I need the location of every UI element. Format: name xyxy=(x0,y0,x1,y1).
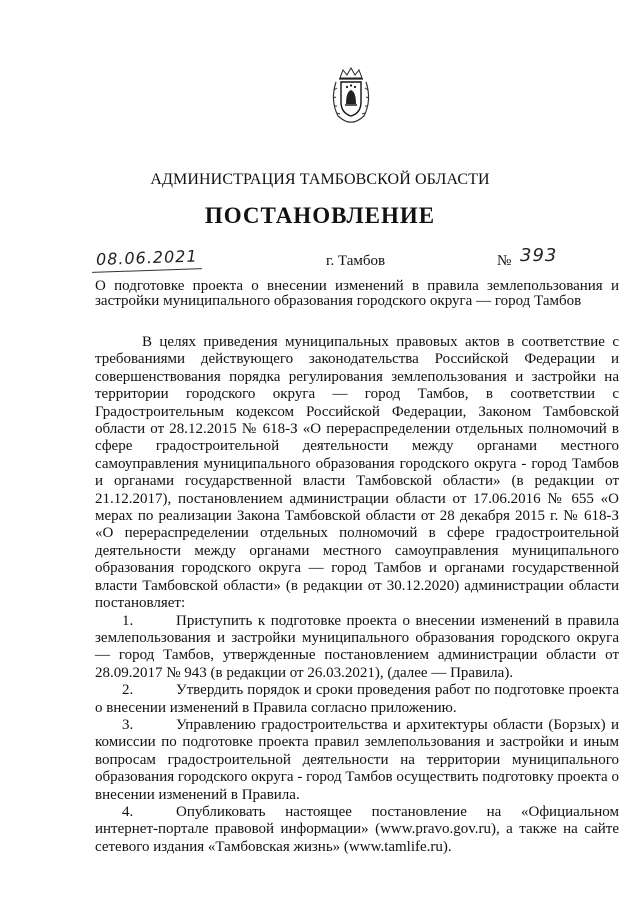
document-city: г. Тамбов xyxy=(326,253,386,269)
item-number: 1. xyxy=(122,612,134,629)
item-text: Управлению градостроительства и архитектуры области (Борзых) и комиссии по подготовке проекта правил землепользования и застройки и иным вопросам градостроительной деятельности на территории муниципального образования городского округа - город Тамбов осуществить подготовку проекта о внесении изменений в Правила. xyxy=(95,716,619,803)
item-text: Утвердить порядок и сроки проведения работ по подготовке проекта о внесении изменений в Правила согласно приложению. xyxy=(95,682,619,716)
date-underline xyxy=(92,268,202,273)
document-number: 393 xyxy=(520,245,558,266)
document-date: 08.06.2021 xyxy=(95,246,198,269)
list-item xyxy=(95,613,619,683)
list-item xyxy=(95,682,619,717)
preamble-paragraph: В целях приведения муниципальных правовых актов в соответствие с требованиями действующего законодательства Российской Федерации и совершенствования порядка регулирования землепользования и застройки на территории городского округа — город Тамбов, в соответствии с Градостроительным кодексом Российской Федерации, Законом Тамбовской области от 28.12.2015 № 618-З «О перераспределении отдельных полномочий в сфере градостроительной деятельности между органами местного самоуправления муниципального образования городского округа - город Тамбов и органами государственной власти Тамбовской области» (в редакции от 21.12.2017), постановлением администрации области от 17.06.2016 № 655 «О мерах по реализации Закона Тамбовской области от 28 декабря 2015 г. № 618-З «О перераспределении отдельных полномочий в сфере градостроительной деятельности между органами местного самоуправления муниципального образования городского округа — город Тамбов и органами государственной власти Тамбовской области» (в редакции от 30.12.2020) администрации области постановляет: xyxy=(95,334,619,612)
organization-name: АДМИНИСТРАЦИЯ ТАМБОВСКОЙ ОБЛАСТИ xyxy=(150,171,490,188)
tambov-coat-of-arms-icon xyxy=(328,66,374,124)
item-number: 2. xyxy=(122,682,134,699)
item-number: 4. xyxy=(122,803,134,820)
item-text: Опубликовать настоящее постановление на «Официальном интернет-портале правовой информации» (www.pravo.gov.ru), а также на сайте сетевого издания «Тамбовская жизнь» (www.tamlife.ru). xyxy=(95,803,619,855)
list-item xyxy=(95,804,619,856)
item-text: Приступить к подготовке проекта о внесении изменений в правила землепользования и застройки муниципального образования городского округа — город Тамбов, утвержденные постановлением администрации области от 28.09.2017 № 943 (в редакции от 26.03.2021), (далее — Правила). xyxy=(95,612,619,681)
document-subject: О подготовке проекта о внесении изменений в правила землепользования и застройки муниципального образования городского округа — город Тамбов xyxy=(95,278,619,309)
document-type-title: ПОСТАНОВЛЕНИЕ xyxy=(204,203,436,228)
document-number-label: № xyxy=(497,253,512,269)
item-number: 3. xyxy=(122,716,134,733)
document-body xyxy=(95,334,619,856)
list-item xyxy=(95,717,619,804)
